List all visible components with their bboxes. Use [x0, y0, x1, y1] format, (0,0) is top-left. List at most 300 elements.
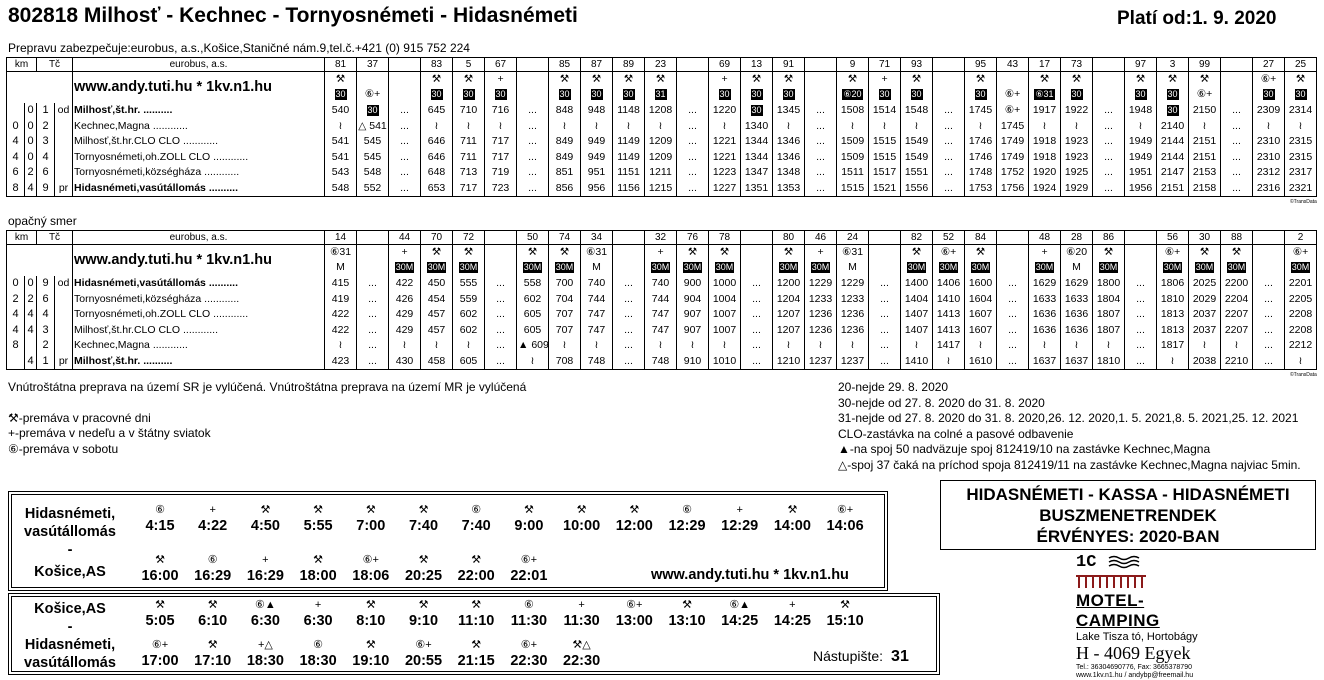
stop-row	[7, 103, 1317, 119]
departure-time: ≀	[709, 118, 741, 134]
departure-time: 1156	[613, 181, 645, 197]
operator-header: eurobus, a.s.	[73, 58, 325, 72]
trip-restriction	[613, 260, 645, 276]
trip-symbol: ⚒	[1285, 72, 1317, 88]
departure-time: ...	[1253, 291, 1285, 307]
note: △-spoj 37 čaká na príchod spoja 812419/11 na zastávke Kechnec,Magna najviac 5min.	[838, 457, 1301, 472]
departure-time: 2212	[1285, 338, 1317, 354]
fence-icon	[1076, 573, 1146, 589]
departure-time: ...	[933, 165, 965, 181]
note: 20-nejde 29. 8. 2020	[838, 380, 949, 394]
trip-restriction	[1093, 87, 1125, 103]
tc-value: 6	[37, 165, 55, 181]
departure-time: 1956	[1125, 181, 1157, 197]
trip-symbol: ⚒	[549, 245, 581, 261]
departure-time: 5:55	[303, 518, 333, 534]
logo-phone: Tel.: 36304690776, Fax: 3665378790	[1076, 664, 1192, 671]
departure-time: 1210	[773, 354, 805, 370]
departure-time: 2204	[1221, 291, 1253, 307]
trip-restriction	[677, 87, 709, 103]
departure-time: 1223	[709, 165, 741, 181]
departure-time: 1149	[613, 134, 645, 150]
departure-time: ...	[869, 291, 901, 307]
departure-time: 2317	[1285, 165, 1317, 181]
departure-time: 1746	[965, 134, 997, 150]
departure-time: ...	[357, 276, 389, 292]
departure-time: ...	[389, 181, 421, 197]
departure-time: ≀	[1253, 118, 1285, 134]
trip-symbol: ⚒	[1189, 245, 1221, 261]
departure-time: ...	[613, 322, 645, 338]
departure-time: 1753	[965, 181, 997, 197]
dest-line-2: vasútállomás	[24, 655, 116, 671]
trip-restriction	[1029, 260, 1061, 276]
trip-symbol	[869, 245, 901, 261]
day-symbol: ⚒	[313, 504, 324, 516]
departure-time: ≀	[805, 338, 837, 354]
restriction-badge: 30M	[811, 262, 830, 273]
trip-symbol	[741, 245, 773, 261]
restriction-badge: 30M	[715, 262, 734, 273]
trip-symbol: ⚒	[421, 72, 453, 88]
departure-time: 19:10	[352, 653, 390, 669]
trip-restriction	[805, 87, 837, 103]
departure-time: 2321	[1285, 181, 1317, 197]
trip-restriction	[357, 260, 389, 276]
departure-time: ≀	[837, 118, 869, 134]
trip-restriction	[325, 87, 357, 103]
trip-restriction	[773, 260, 805, 276]
trip-restriction: ⑥+	[997, 87, 1029, 103]
departure-time: 1236	[805, 307, 837, 323]
day-symbol: ⚒	[576, 504, 587, 516]
trip-number: 95	[965, 58, 997, 72]
departure-time: 548	[325, 181, 357, 197]
stop-row	[7, 134, 1317, 150]
trip-restriction	[645, 87, 677, 103]
trip-restriction: ⑥+	[357, 87, 389, 103]
departure-time: ...	[1253, 307, 1285, 323]
departure-time: ≀	[1029, 338, 1061, 354]
km-value: 0	[7, 276, 25, 292]
note: Vnútroštátna preprava na území SR je vylúčená. Vnútroštátna preprava na území MR je vylúčená	[8, 380, 527, 394]
departure-time: 1207	[773, 322, 805, 338]
departure-time: 1923	[1061, 149, 1093, 165]
departure-time: ...	[1125, 307, 1157, 323]
trip-number: 3	[1157, 58, 1189, 72]
departure-time: 2208	[1285, 322, 1317, 338]
trip-restriction: M	[837, 260, 869, 276]
trip-symbol: ⚒	[901, 72, 933, 88]
departure-time: ≀	[1189, 338, 1221, 354]
restriction-badge: 30M	[459, 262, 478, 273]
departure-time: ...	[1093, 134, 1125, 150]
departure-time: 11:30	[563, 613, 600, 629]
departure-time: 1413	[933, 322, 965, 338]
departure-time: 1353	[773, 181, 805, 197]
platform-label: Nástupište:	[813, 648, 884, 664]
departure-time: 1233	[805, 291, 837, 307]
dash: -	[67, 542, 73, 558]
departure-time: 717	[485, 149, 517, 165]
departure-time: 2207	[1221, 307, 1253, 323]
restriction-badge: 30	[559, 89, 570, 100]
departure-time: 18:30	[299, 653, 337, 669]
opposite-direction-label: opačný smer	[8, 214, 77, 228]
website-text: www.andy.tuti.hu * 1kv.n1.hu	[73, 245, 325, 276]
departure-time: △ 541	[357, 118, 389, 134]
km-value	[25, 338, 37, 354]
day-symbol: ⚒	[365, 504, 376, 516]
hu-line-2: BUSZMENETRENDEK	[1039, 506, 1217, 525]
departure-time: ...	[869, 276, 901, 292]
trip-symbol: ⚒	[421, 245, 453, 261]
departure-time: 1000	[709, 276, 741, 292]
trip-number	[485, 231, 517, 245]
departure-time: ...	[357, 291, 389, 307]
trip-symbol	[1093, 72, 1125, 88]
departure-time: ...	[869, 338, 901, 354]
trip-number	[389, 58, 421, 72]
departure-time: ≀	[613, 118, 645, 134]
departure-time: 704	[549, 291, 581, 307]
departure-time: 541	[325, 134, 357, 150]
departure-time: 1236	[837, 322, 869, 338]
trip-restriction: M	[581, 260, 613, 276]
od-pr: pr	[55, 354, 73, 370]
departure-time: 1221	[709, 134, 741, 150]
departure-time: ▲ 609	[517, 338, 549, 354]
departure-time: 1515	[869, 134, 901, 150]
departure-time: ...	[677, 165, 709, 181]
trip-symbol	[1125, 245, 1157, 261]
departure-time: 1746	[965, 149, 997, 165]
stop-name: Milhosť,št.hr.CLO CLO ............	[73, 134, 325, 150]
operator-header: eurobus, a.s.	[73, 231, 325, 245]
copyright: ©TransData	[1290, 199, 1317, 205]
departure-time: 5:05	[145, 613, 175, 629]
restriction-badge: 30	[495, 89, 506, 100]
restriction-badge: 30M	[427, 262, 446, 273]
trip-number: 83	[421, 58, 453, 72]
departure-time: ≀	[1125, 118, 1157, 134]
trip-number: 80	[773, 231, 805, 245]
departure-time: 2140	[1157, 118, 1189, 134]
departure-time: ≀	[453, 338, 485, 354]
trip-symbol: ⑥31	[325, 245, 357, 261]
departure-time: 747	[645, 322, 677, 338]
departure-time: 748	[645, 354, 677, 370]
trip-number: 73	[1061, 58, 1093, 72]
departure-time: 20:55	[404, 653, 443, 669]
trip-symbol	[997, 72, 1029, 88]
trip-number	[1221, 58, 1253, 72]
trip-symbol: ⑥+	[1157, 245, 1189, 261]
departure-time: 951	[581, 165, 613, 181]
trip-symbol: ⚒	[1221, 245, 1253, 261]
departure-time: 700	[549, 276, 581, 292]
departure-time: 2201	[1285, 276, 1317, 292]
departure-time: 849	[549, 149, 581, 165]
departure-time: ≀	[1093, 338, 1125, 354]
departure-time: 13:10	[668, 613, 706, 629]
departure-time: 1514	[869, 103, 901, 119]
trip-symbol: ⚒	[677, 245, 709, 261]
trip-restriction	[933, 260, 965, 276]
trip-restriction: ⑥+	[1189, 87, 1221, 103]
departure-time: 2210	[1221, 354, 1253, 370]
trip-restriction	[709, 260, 741, 276]
departure-time: 1233	[837, 291, 869, 307]
trip-restriction	[1285, 87, 1317, 103]
departure-time: 1221	[709, 149, 741, 165]
departure-time: 17:10	[194, 653, 232, 669]
departure-time: ...	[741, 291, 773, 307]
departure-time: ...	[357, 322, 389, 338]
departure-time: ...	[933, 118, 965, 134]
departure-time: 740	[581, 276, 613, 292]
day-symbol: +	[789, 599, 796, 611]
departure-time: ≀	[837, 338, 869, 354]
day-symbol: ⚒	[207, 639, 218, 651]
trip-number: 48	[1029, 231, 1061, 245]
departure-time: 1925	[1061, 165, 1093, 181]
trip-symbol: ⚒	[965, 72, 997, 88]
km-value: 4	[7, 149, 25, 165]
restriction-badge: 30M	[907, 262, 926, 273]
departure-time: 1204	[773, 291, 805, 307]
departure-time: 18:00	[299, 568, 337, 584]
departure-time: 717	[453, 181, 485, 197]
restriction-badge: 30	[719, 89, 730, 100]
departure-time: 2205	[1285, 291, 1317, 307]
trip-symbol: ⚒	[773, 245, 805, 261]
trip-restriction	[1125, 260, 1157, 276]
tc-value: 4	[37, 149, 55, 165]
departure-time: ...	[485, 276, 517, 292]
departure-time: 602	[517, 291, 549, 307]
day-symbol: ⑥+	[151, 639, 169, 651]
restriction-badge: 30	[1071, 89, 1082, 100]
departure-time: ...	[1253, 322, 1285, 338]
restriction-badge: 30	[1295, 89, 1306, 100]
departure-time: 1756	[997, 181, 1029, 197]
departure-time: 2025	[1189, 276, 1221, 292]
departure-time: 543	[325, 165, 357, 181]
departure-time: 948	[581, 103, 613, 119]
departure-time: 1752	[997, 165, 1029, 181]
departure-time: 2037	[1189, 322, 1221, 338]
restriction-badge: 30	[591, 89, 602, 100]
trip-restriction	[933, 87, 965, 103]
day-symbol: ⚒	[155, 554, 165, 566]
trip-restriction	[485, 87, 517, 103]
day-symbol: ⚒	[471, 554, 482, 566]
departure-time: 7:00	[356, 518, 386, 534]
stop-name: Tornyosnémeti,oh.ZOLL CLO ............	[73, 307, 325, 323]
km-value: 8	[7, 181, 25, 197]
departure-time: 1951	[1125, 165, 1157, 181]
departure-time: ...	[485, 307, 517, 323]
trip-number: 93	[901, 58, 933, 72]
trip-number: 52	[933, 231, 965, 245]
departure-time: 454	[421, 291, 453, 307]
departure-time: ...	[869, 354, 901, 370]
trip-symbol: ⚒	[709, 245, 741, 261]
departure-time: ...	[613, 338, 645, 354]
departure-time: 1229	[805, 276, 837, 292]
trip-number: 5	[453, 58, 485, 72]
departure-time: 1949	[1125, 149, 1157, 165]
trip-number: 91	[773, 58, 805, 72]
trip-symbol: ⑥+	[1253, 72, 1285, 88]
departure-time: 748	[581, 354, 613, 370]
departure-time: 1236	[805, 322, 837, 338]
departure-time: ...	[1093, 165, 1125, 181]
logo-location: Lake Tisza tó, Hortobágy	[1076, 631, 1198, 643]
departure-time: ≀	[1285, 354, 1317, 370]
departure-time: 17:00	[141, 653, 179, 669]
day-symbol: ⚒	[682, 599, 692, 611]
departure-time: ≀	[1221, 338, 1253, 354]
departure-time: 545	[357, 134, 389, 150]
day-symbol: ⑥	[207, 554, 218, 566]
departure-time: 1548	[901, 103, 933, 119]
departure-time: 12:29	[721, 518, 759, 534]
departure-time: 1236	[837, 307, 869, 323]
trip-restriction	[421, 260, 453, 276]
hu-line-1: HIDASNÉMETI - KASSA - HIDASNÉMETI	[966, 485, 1290, 504]
restriction-badge: 30M	[523, 262, 542, 273]
departure-time: 744	[645, 291, 677, 307]
note: ⚒-premáva v pracovné dni	[8, 410, 151, 425]
trip-restriction	[741, 260, 773, 276]
departure-time: 1929	[1061, 181, 1093, 197]
departure-time: ...	[357, 338, 389, 354]
trip-number: 71	[869, 58, 901, 72]
departure-time: 648	[421, 165, 453, 181]
departure-time: 12:00	[615, 518, 653, 534]
trip-symbol: ⚒	[741, 72, 773, 88]
trip-restriction	[421, 87, 453, 103]
departure	[813, 598, 877, 630]
departure-time: ...	[1125, 276, 1157, 292]
departure-time: 1607	[965, 322, 997, 338]
restriction-badge: 30M	[395, 262, 414, 273]
od-pr	[55, 165, 73, 181]
restriction-badge: 30M	[1227, 262, 1246, 273]
departure-time: 2200	[1221, 276, 1253, 292]
departure-time: 1633	[1029, 291, 1061, 307]
departure-time: ≀	[709, 338, 741, 354]
km-value: 2	[25, 291, 37, 307]
departure-time: ≀	[549, 118, 581, 134]
trip-symbol: ⚒	[1157, 72, 1189, 88]
stop-name: Hidasnémeti,vasútállomás ..........	[73, 181, 325, 197]
trip-number	[869, 231, 901, 245]
departure-time: ...	[357, 354, 389, 370]
trip-number: 2	[1285, 231, 1317, 245]
departure-time: 1549	[901, 149, 933, 165]
departure-time: 1211	[645, 165, 677, 181]
restriction-badge: 30M	[1163, 262, 1182, 273]
departure-time: 2315	[1285, 149, 1317, 165]
day-symbol: ⚒	[471, 599, 482, 611]
note: ▲-na spoj 50 nadväzuje spoj 812419/10 na zastávke Kechnec,Magna	[838, 442, 1211, 456]
departure-time: ...	[1093, 118, 1125, 134]
departure-time: 717	[485, 134, 517, 150]
trip-number	[1253, 231, 1285, 245]
departure-time: ...	[517, 103, 549, 119]
departure-time: ...	[389, 134, 421, 150]
trip-symbol: ⚒	[1189, 72, 1221, 88]
departure-time: ≀	[645, 338, 677, 354]
tc-value: 3	[37, 322, 55, 338]
restriction-badge: 30	[623, 89, 634, 100]
km-header: km	[7, 58, 37, 72]
departure-time: 1556	[901, 181, 933, 197]
trip-symbol: +	[645, 245, 677, 261]
departure-time: 2037	[1189, 307, 1221, 323]
footnotes-left	[8, 380, 526, 457]
trip-symbol	[517, 72, 549, 88]
departure-time: ...	[389, 165, 421, 181]
departure-time: ≀	[421, 338, 453, 354]
note: CLO-zastávka na colné a pasové odbavenie	[838, 426, 1074, 441]
tc-value: 2	[37, 118, 55, 134]
trip-number: 13	[741, 58, 773, 72]
departure-time: ...	[741, 307, 773, 323]
departure-time: ...	[613, 354, 645, 370]
stop-row	[7, 118, 1317, 134]
departure-time: ...	[933, 149, 965, 165]
departure-time: 2038	[1189, 354, 1221, 370]
departure-time: 1917	[1029, 103, 1061, 119]
trip-number: 9	[837, 58, 869, 72]
km-value: 4	[7, 307, 25, 323]
trip-restriction	[1253, 87, 1285, 103]
departure-time: 1813	[1157, 322, 1189, 338]
day-symbol: ⑥	[155, 504, 165, 516]
trip-symbol	[997, 245, 1029, 261]
trip-symbol: +	[1029, 245, 1061, 261]
departure-time: 1237	[837, 354, 869, 370]
departure-time: 723	[485, 181, 517, 197]
tc-header: Tč	[37, 231, 73, 245]
table-header-row	[7, 58, 1317, 72]
departure-time: 10:00	[563, 518, 601, 534]
departure-time: ≀	[517, 354, 549, 370]
stop-name: Milhosť,št.hr.CLO CLO ............	[73, 322, 325, 338]
label-origin	[10, 600, 130, 672]
departure-time: 653	[421, 181, 453, 197]
departure-time: 4:22	[198, 518, 228, 534]
departure-time: 711	[453, 149, 485, 165]
trip-restriction: M	[325, 260, 357, 276]
departure-time: 2151	[1189, 134, 1221, 150]
departure-time: 949	[581, 149, 613, 165]
departure-time: 426	[389, 291, 421, 307]
departure-time: 1404	[901, 291, 933, 307]
departure-time: 1637	[1061, 354, 1093, 370]
departure-time: 1400	[901, 276, 933, 292]
departure-time: 21:15	[457, 653, 495, 669]
trip-symbol: ⚒	[517, 245, 549, 261]
departure-time: ...	[805, 103, 837, 119]
tc-value: 4	[37, 307, 55, 323]
departure-time: ...	[933, 134, 965, 150]
departure-time: ...	[517, 134, 549, 150]
